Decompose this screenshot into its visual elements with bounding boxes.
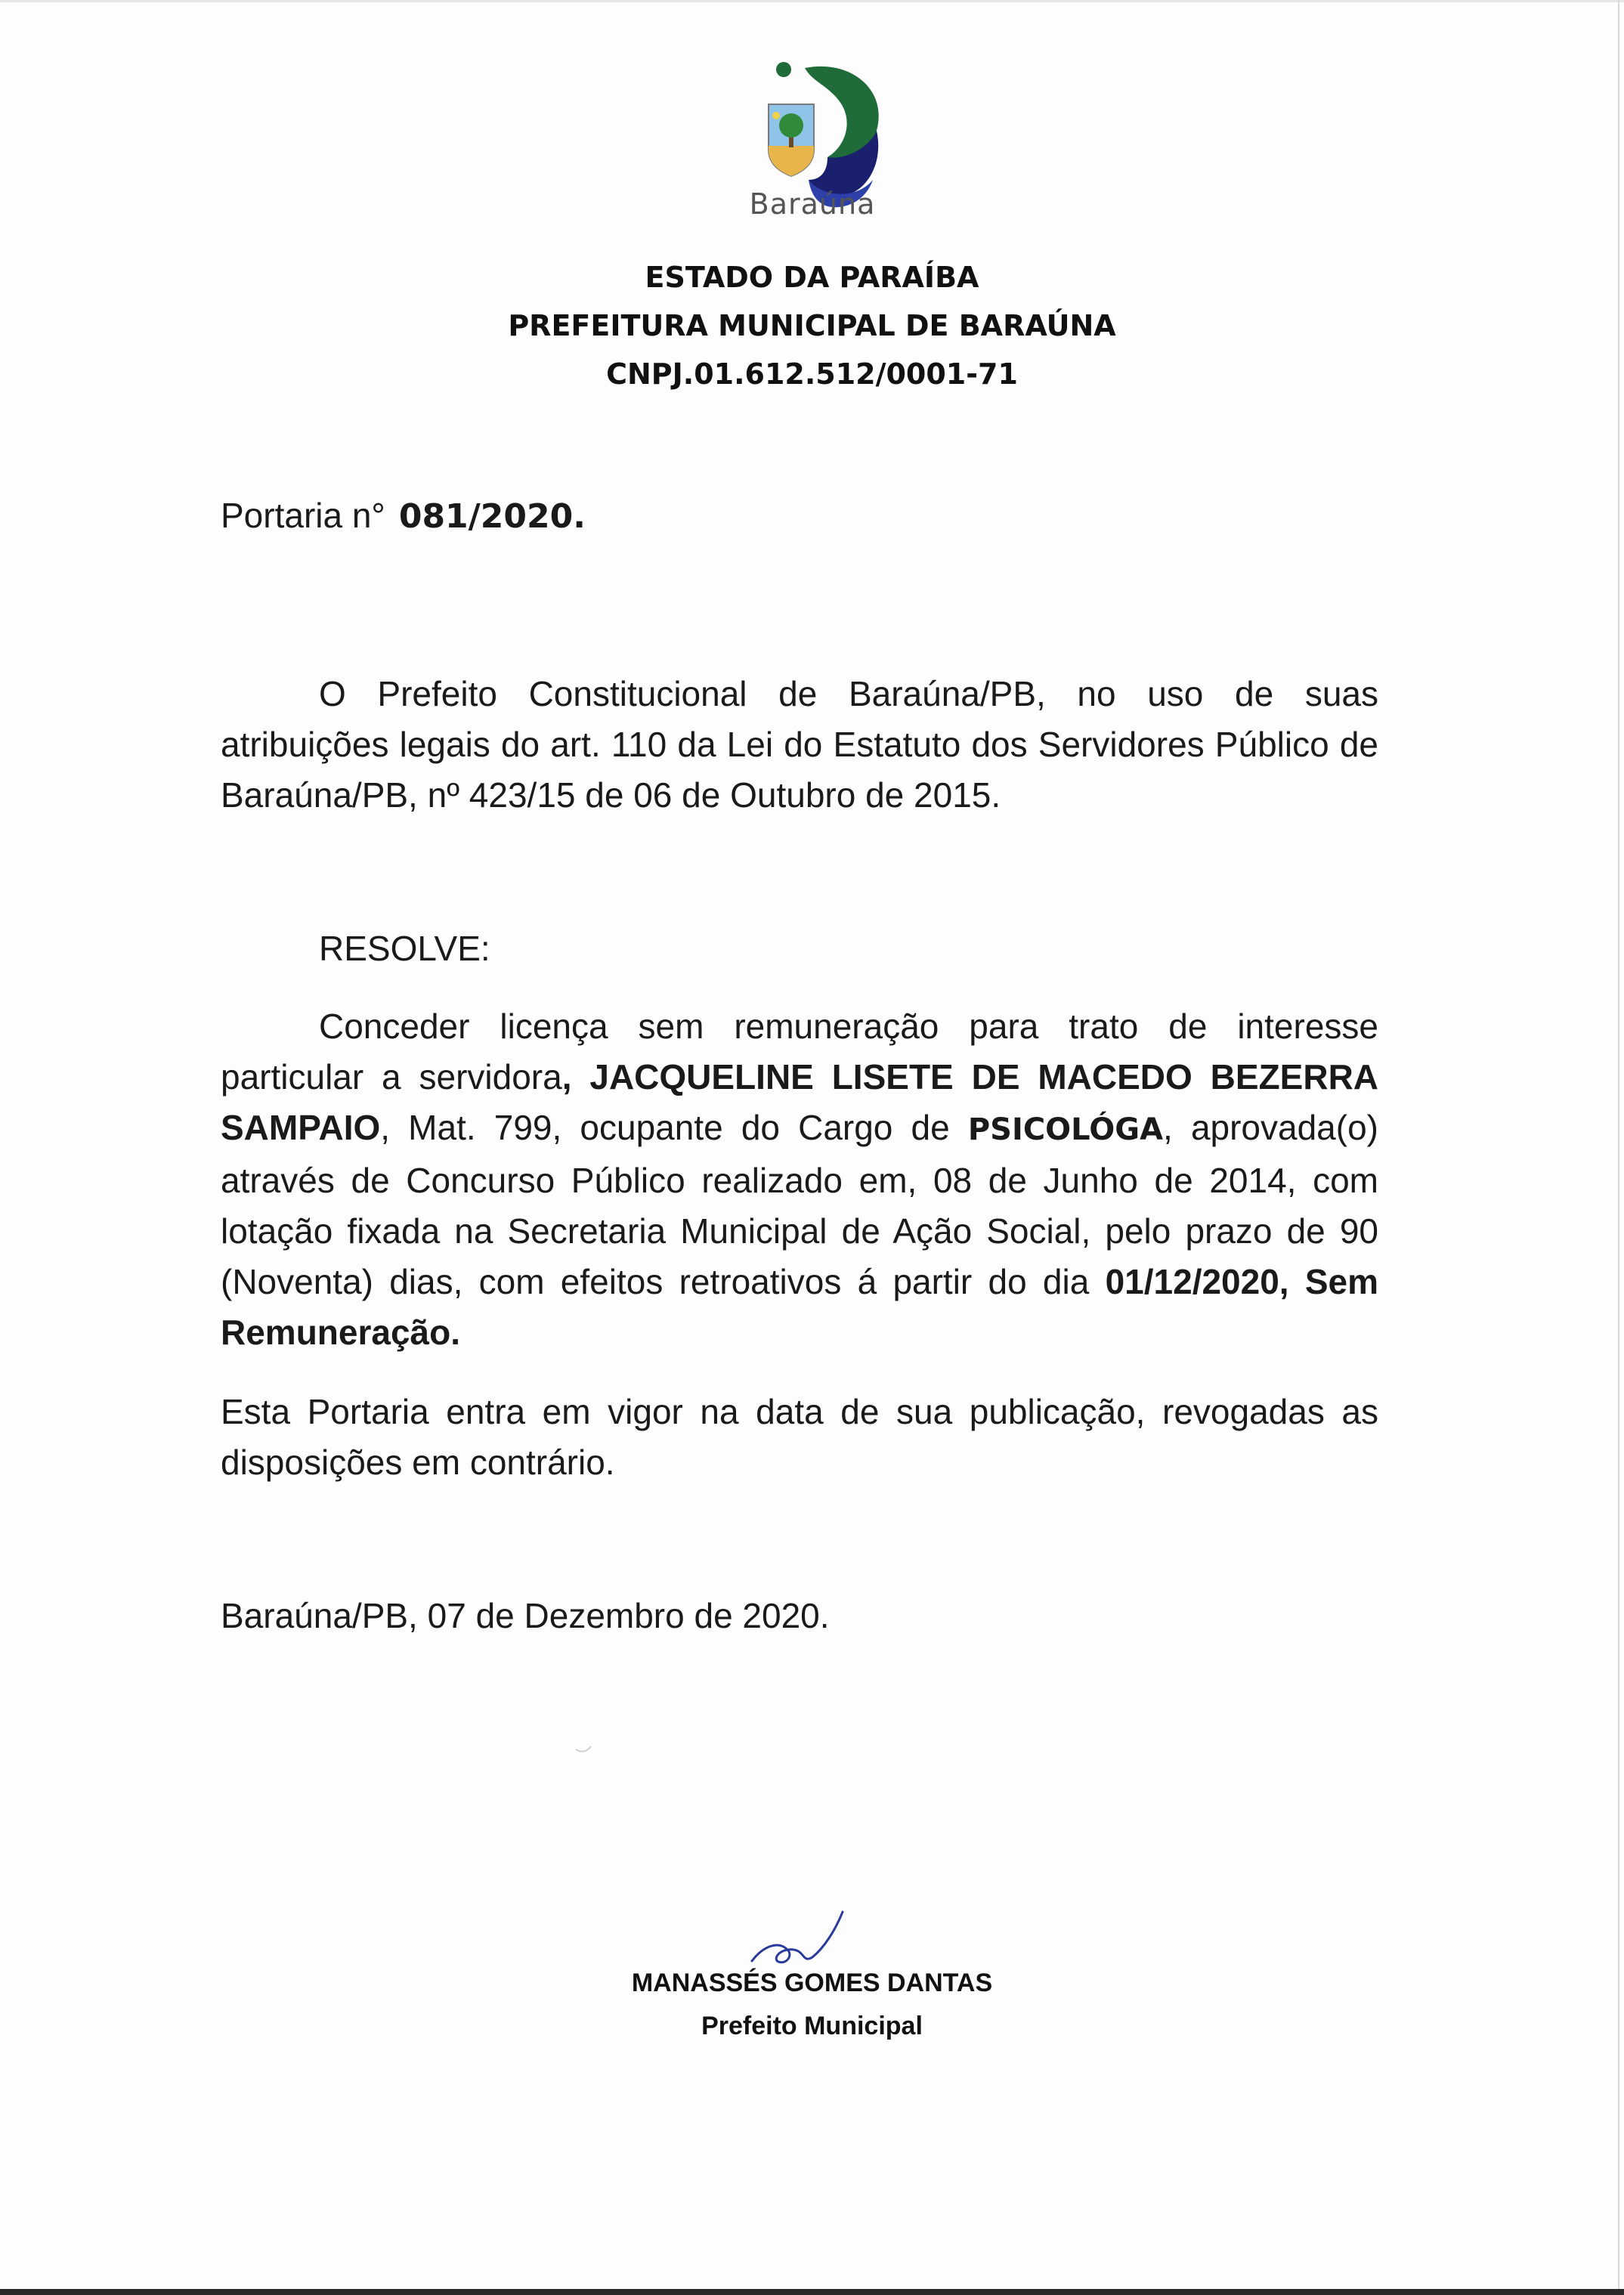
logo-caption: Baraúna [749,187,876,221]
signatory-name: MANASSÉS GOMES DANTAS [631,1969,993,1997]
header-cnpj: CNPJ.01.612.512/0001-71 [606,357,1018,391]
logo-dot [776,62,791,77]
resolve-heading: RESOLVE: [319,929,490,968]
scan-edge-top [0,0,1624,2]
document-header [0,253,1624,398]
cargo-name: PSICOLÓGA [967,1112,1164,1147]
portaria-number: 081/2020. [398,497,586,536]
scan-speck [574,1742,594,1754]
header-prefecture: PREFEITURA MUNICIPAL DE BARAÚNA [508,309,1116,342]
decision-text-2: , Mat. 799, ocupante do Cargo de [380,1108,950,1147]
decision-paragraph [221,1001,1378,1358]
decision-comma: , [561,1057,572,1096]
portaria-title [221,495,586,536]
scan-edge-bottom [0,2289,1624,2295]
header-state: ESTADO DA PARAÍBA [645,261,979,294]
logo-shield [769,104,814,176]
preamble-paragraph: O Prefeito Constitucional de Baraúna/PB, no uso de suas atribuições legais do art. 110 da Lei do Estatuto dos Servidores Público de Baraúna/PB, nº 423/15 de 06 de Outubro de 2015. [221,674,1378,815]
decision-text-3: , aprovada(o) através de Concurso Público realizado em, 08 de Junho de 2014, com lotação fixada na Secretaria Municipal de Ação Social, pelo prazo de 90 (Noventa) dias, com efeitos retroativos á partir do dia [221,1108,1378,1301]
signatory-role: Prefeito Municipal [701,2012,923,2040]
effective-date: 01/12/2020, Sem Remuneração. [221,1262,1379,1352]
decision-text-1: Conceder licença sem remuneração para trato de interesse particular a servidora [221,1007,1378,1096]
place-date: Baraúna/PB, 07 de Dezembro de 2020. [221,1596,830,1635]
closing-paragraph: Esta Portaria entra em vigor na data de sua publicação, revogadas as disposições em contrário. [221,1392,1378,1482]
portaria-label: Portaria n° [221,496,385,535]
servant-name: JACQUELINE LISETE DE MACEDO BEZERRA SAMPAIO [221,1057,1379,1147]
